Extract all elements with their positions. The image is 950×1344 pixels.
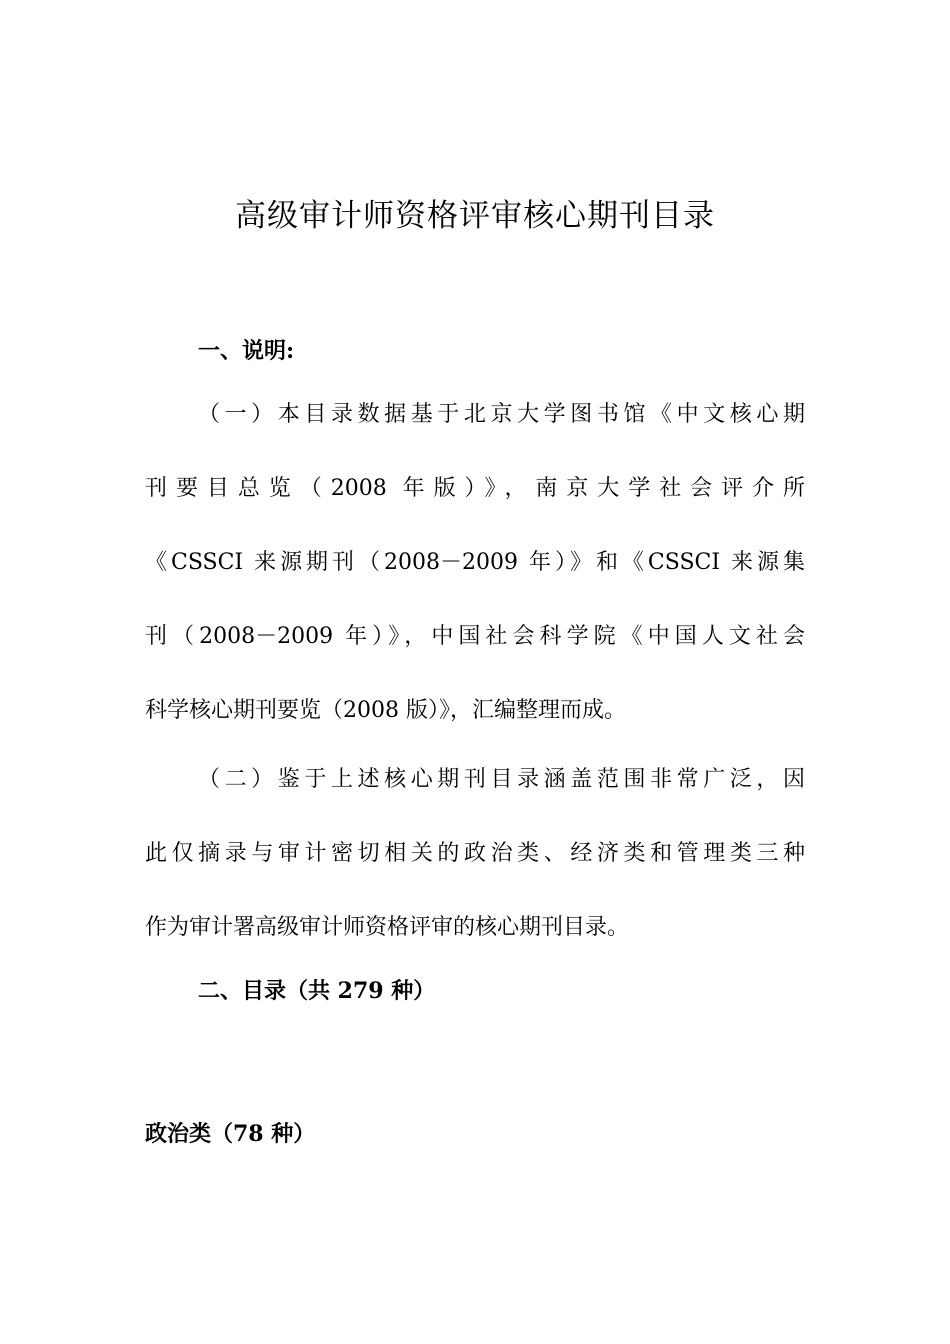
paragraph-1-line-3: 《CSSCI 来源期刊（2008－2009 年）》和《CSSCI 来源集	[145, 550, 805, 575]
paragraph-1-line-4: 刊（2008－2009 年）》，中国社会科学院《中国人文社会	[145, 624, 805, 649]
paragraph-2-line-3: 作为审计署高级审计师资格评审的核心期刊目录。	[145, 915, 630, 940]
paragraph-2-line-2: 此仅摘录与审计密切相关的政治类、经济类和管理类三种	[145, 841, 805, 866]
paragraph-2-line-1: （二）鉴于上述核心期刊目录涵盖范围非常广泛，因	[198, 767, 805, 792]
paragraph-1-line-5: 科学核心期刊要览（2008 版）》，汇编整理而成。	[145, 698, 626, 723]
category-heading-politics: 政治类（78 种）	[145, 1121, 316, 1147]
paragraph-1-line-2: 刊要目总览（2008 年版）》，南京大学社会评介所	[145, 476, 805, 501]
document-title: 高级审计师资格评审核心期刊目录	[235, 198, 715, 234]
section-heading-catalog: 二、目录（共 279 种）	[198, 978, 436, 1004]
paragraph-1-line-1: （一）本目录数据基于北京大学图书馆《中文核心期	[198, 402, 805, 427]
section-heading-explanation: 一、说明:	[198, 338, 295, 364]
